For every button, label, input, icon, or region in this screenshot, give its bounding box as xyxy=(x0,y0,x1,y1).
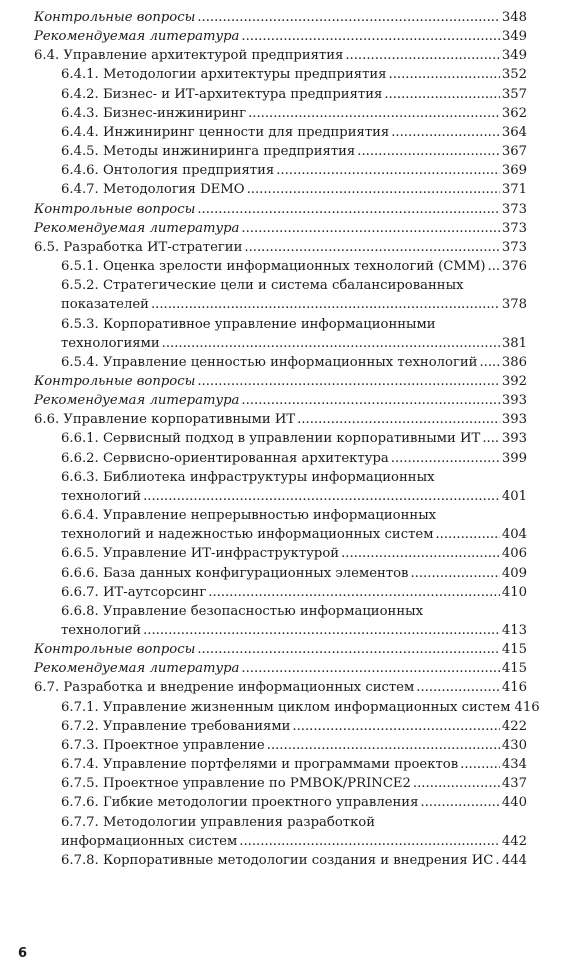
toc-entry-page: 399 xyxy=(501,450,527,466)
toc-entry-page: 373 xyxy=(501,220,527,236)
toc-entry-title: 6.6.6. База данных конфигурационных элементов xyxy=(61,565,409,581)
toc-entry-title: 6.7.3. Проектное управление xyxy=(61,737,265,753)
dot-leader xyxy=(384,85,500,104)
toc-entry-page: 371 xyxy=(501,182,527,198)
dot-leader xyxy=(420,793,499,812)
dot-leader xyxy=(391,449,500,468)
toc-entry-page: 393 xyxy=(501,412,527,428)
toc-entry[interactable] xyxy=(34,391,527,410)
toc-entry-page: 440 xyxy=(501,795,527,811)
toc-entry[interactable] xyxy=(34,8,527,27)
dot-leader xyxy=(241,391,499,410)
toc-entry[interactable] xyxy=(34,372,527,391)
toc-entry-page: 409 xyxy=(501,565,527,581)
toc-entry-title: 6.4.7. Методология DEMO xyxy=(61,182,245,198)
dot-leader xyxy=(162,334,500,353)
toc-entry-title: технологий xyxy=(61,488,142,504)
toc-entry-page: 376 xyxy=(501,259,527,275)
dot-leader xyxy=(241,27,499,46)
dot-leader xyxy=(143,621,500,640)
toc-entry[interactable] xyxy=(34,257,527,276)
toc-entry-page: 393 xyxy=(501,431,527,447)
toc-entry-title: 6.6.5. Управление ИТ-инфраструктурой xyxy=(61,546,340,562)
toc-entry-title-line2[interactable] xyxy=(61,295,527,314)
dot-leader xyxy=(247,180,500,199)
toc-entry-page: 430 xyxy=(501,737,527,753)
toc-entry-page: 381 xyxy=(501,335,527,351)
toc-entry-title-line2[interactable] xyxy=(61,334,527,353)
toc-entry-title: показателей xyxy=(61,297,149,313)
toc-entry-page: 393 xyxy=(501,393,527,409)
dot-leader xyxy=(460,755,500,774)
dot-leader xyxy=(267,736,500,755)
toc-entry[interactable] xyxy=(34,142,527,161)
dot-leader xyxy=(248,104,500,123)
toc-entry-title: 6.7.1. Управление жизненным циклом информационных систем xyxy=(61,699,511,715)
toc-entry-title: 6.4.3. Бизнес-инжиниринг xyxy=(61,105,247,121)
toc-entry-title: Рекомендуемая литература xyxy=(34,29,240,45)
toc-entry-page: 373 xyxy=(501,239,527,255)
toc-entry-page: 349 xyxy=(501,48,527,64)
toc-entry-title: 6.4.2. Бизнес- и ИТ-архитектура предприятия xyxy=(61,86,383,102)
toc-entry-title-line1: 6.6.3. Библиотека инфраструктуры информационных xyxy=(61,469,435,485)
dot-leader xyxy=(357,142,500,161)
toc-entry-title: технологиями xyxy=(61,335,160,351)
toc-entry[interactable] xyxy=(34,755,527,774)
dot-leader xyxy=(389,65,500,84)
toc-entry-multiline[interactable] xyxy=(34,468,527,506)
toc-entry-title: 6.5.1. Оценка зрелости информационных технологий (CMM) xyxy=(61,259,486,275)
toc-entry-page: 357 xyxy=(501,86,527,102)
toc-entry-multiline[interactable] xyxy=(34,315,527,353)
toc-entry[interactable] xyxy=(34,678,527,697)
dot-leader xyxy=(345,46,499,65)
toc-entry[interactable] xyxy=(34,564,527,583)
toc-entry-title: 6.6. Управление корпоративными ИТ xyxy=(34,412,296,428)
toc-entry-page: 434 xyxy=(501,757,527,773)
toc-entry-title: 6.7. Разработка и внедрение информационных систем xyxy=(34,680,415,696)
toc-entry[interactable] xyxy=(34,65,527,84)
toc-entry-page: 348 xyxy=(501,10,527,25)
toc-entry-page: 416 xyxy=(514,699,540,715)
toc-entry-title: Контрольные вопросы xyxy=(34,10,196,25)
page-number: 6 xyxy=(18,946,28,961)
dot-leader xyxy=(151,295,500,314)
dot-leader xyxy=(435,525,499,544)
toc-entry[interactable] xyxy=(34,200,527,219)
toc-entry-multiline[interactable] xyxy=(34,276,527,314)
toc-entry-title-line2[interactable] xyxy=(61,621,527,640)
toc-entry[interactable] xyxy=(34,774,527,793)
toc-entry-title: 6.4.1. Методологии архитектуры предприятия xyxy=(61,67,387,83)
toc-entry[interactable] xyxy=(34,353,527,372)
toc-entry[interactable] xyxy=(34,46,527,65)
toc-entry-page: 415 xyxy=(501,642,527,658)
toc-entry[interactable] xyxy=(34,104,527,123)
toc-entry-title: Рекомендуемая литература xyxy=(34,661,240,677)
toc-entry-title: 6.4. Управление архитектурой предприятия xyxy=(34,48,344,64)
toc-entry-title: 6.7.2. Управление требованиями xyxy=(61,718,291,734)
toc-entry[interactable] xyxy=(34,410,527,429)
dot-leader xyxy=(482,429,500,448)
toc-entry-title: Контрольные вопросы xyxy=(34,201,196,217)
toc-entry[interactable] xyxy=(34,161,527,180)
toc-entry-page: 369 xyxy=(501,163,527,179)
toc-entry-page: 401 xyxy=(501,488,527,504)
toc-entry-page: 386 xyxy=(501,354,527,370)
toc-entry-page: 410 xyxy=(501,584,527,600)
dot-leader xyxy=(241,659,499,678)
dot-leader xyxy=(410,564,499,583)
dot-leader xyxy=(479,353,499,372)
toc-entry[interactable] xyxy=(34,219,527,238)
toc-entry-title: Контрольные вопросы xyxy=(34,642,196,658)
toc-entry-title-line2[interactable] xyxy=(61,525,527,544)
toc-entry-title-line1: 6.6.4. Управление непрерывностью информационных xyxy=(61,508,437,524)
toc-entry-title: 6.7.6. Гибкие методологии проектного управления xyxy=(61,795,419,811)
toc-entry-multiline[interactable] xyxy=(34,506,527,544)
toc-entry-multiline[interactable] xyxy=(34,602,527,640)
toc-entry-page: 349 xyxy=(501,29,527,45)
toc-entry-page: 415 xyxy=(501,661,527,677)
toc-entry-title: 6.7.5. Проектное управление по PMBOK/PRINCE2 xyxy=(61,776,411,792)
dot-leader xyxy=(488,257,500,276)
toc-entry-title: 6.7.4. Управление портфелями и программами проектов xyxy=(61,757,459,773)
dot-leader xyxy=(391,123,500,142)
toc-entry-multiline[interactable] xyxy=(34,813,527,851)
toc-entry[interactable] xyxy=(34,429,527,448)
toc-entry-page: 367 xyxy=(501,144,527,160)
toc-entry[interactable] xyxy=(34,659,527,678)
toc-entry[interactable] xyxy=(34,85,527,104)
dot-leader xyxy=(241,219,499,238)
toc-entry-page: 422 xyxy=(501,718,527,734)
toc-entry[interactable] xyxy=(34,449,527,468)
toc-entry-title: 6.6.2. Сервисно-ориентированная архитектура xyxy=(61,450,389,466)
toc-entry-title: информационных систем xyxy=(61,833,238,849)
toc-entry-page: 392 xyxy=(501,373,527,389)
dot-leader xyxy=(297,410,500,429)
toc-entry-title: 6.4.6. Онтология предприятия xyxy=(61,163,275,179)
toc-entry-page: 378 xyxy=(501,297,527,313)
table-of-contents xyxy=(34,8,540,870)
toc-entry-page: 437 xyxy=(501,776,527,792)
toc-entry[interactable] xyxy=(34,544,527,563)
toc-entry[interactable] xyxy=(34,123,527,142)
dot-leader xyxy=(276,161,500,180)
toc-entry-page: 406 xyxy=(501,546,527,562)
toc-entry[interactable] xyxy=(34,851,527,870)
dot-leader xyxy=(292,717,499,736)
toc-entry-page: 413 xyxy=(501,623,527,638)
toc-entry-title: 6.6.1. Сервисный подход в управлении корпоративными ИТ xyxy=(61,431,481,447)
toc-entry-title-line1: 6.7.7. Методологии управления разработкой xyxy=(61,814,376,830)
dot-leader xyxy=(197,640,499,659)
dot-leader xyxy=(244,238,499,257)
toc-entry-title-line2[interactable] xyxy=(61,487,527,506)
toc-entry-title: Рекомендуемая литература xyxy=(34,393,240,409)
toc-entry-title-line1: 6.5.2. Стратегические цели и система сбалансированных xyxy=(61,278,464,294)
toc-entry-title-line1: 6.5.3. Корпоративное управление информационными xyxy=(61,316,436,332)
toc-entry-page: 362 xyxy=(501,105,527,121)
toc-entry-page: 352 xyxy=(501,67,527,83)
toc-entry[interactable] xyxy=(34,583,527,602)
toc-entry-title: технологий xyxy=(61,623,142,638)
toc-entry-page: 416 xyxy=(501,680,527,696)
toc-entry-title: 6.4.5. Методы инжиниринга предприятия xyxy=(61,144,356,160)
toc-entry-title: 6.6.7. ИТ-аутсорсинг xyxy=(61,584,207,600)
dot-leader xyxy=(413,774,500,793)
toc-entry-title: технологий и надежностью информационных систем xyxy=(61,527,434,543)
toc-entry-title: Рекомендуемая литература xyxy=(34,220,240,236)
toc-entry-title-line2[interactable] xyxy=(61,832,527,851)
toc-entry-page: 364 xyxy=(501,124,527,140)
toc-entry-title-line1: 6.6.8. Управление безопасностью информационных xyxy=(61,603,424,619)
toc-entry[interactable] xyxy=(34,180,527,199)
toc-entry-title: Контрольные вопросы xyxy=(34,373,196,389)
toc-entry[interactable] xyxy=(34,793,527,812)
toc-entry[interactable] xyxy=(34,640,527,659)
toc-entry-page: 444 xyxy=(501,852,527,868)
toc-entry-title: 6.5.4. Управление ценностью информационных технологий xyxy=(61,354,478,370)
toc-entry[interactable] xyxy=(34,238,527,257)
dot-leader xyxy=(143,487,500,506)
dot-leader xyxy=(208,583,500,602)
toc-entry[interactable] xyxy=(34,698,540,717)
toc-entry[interactable] xyxy=(34,717,527,736)
dot-leader xyxy=(341,544,500,563)
toc-entry-page: 373 xyxy=(501,201,527,217)
dot-leader xyxy=(416,678,500,697)
toc-entry-title: 6.7.8. Корпоративные методологии создания и внедрения ИС xyxy=(61,852,494,868)
dot-leader xyxy=(495,851,499,870)
toc-entry-page: 442 xyxy=(501,833,527,849)
toc-entry-title: 6.5. Разработка ИТ-стратегии xyxy=(34,239,243,255)
dot-leader xyxy=(197,200,499,219)
toc-entry-title: 6.4.4. Инжиниринг ценности для предприятия xyxy=(61,124,390,140)
dot-leader xyxy=(197,8,499,27)
toc-entry[interactable] xyxy=(34,27,527,46)
dot-leader xyxy=(197,372,499,391)
toc-entry-page: 404 xyxy=(501,527,527,543)
toc-entry[interactable] xyxy=(34,736,527,755)
dot-leader xyxy=(239,832,500,851)
